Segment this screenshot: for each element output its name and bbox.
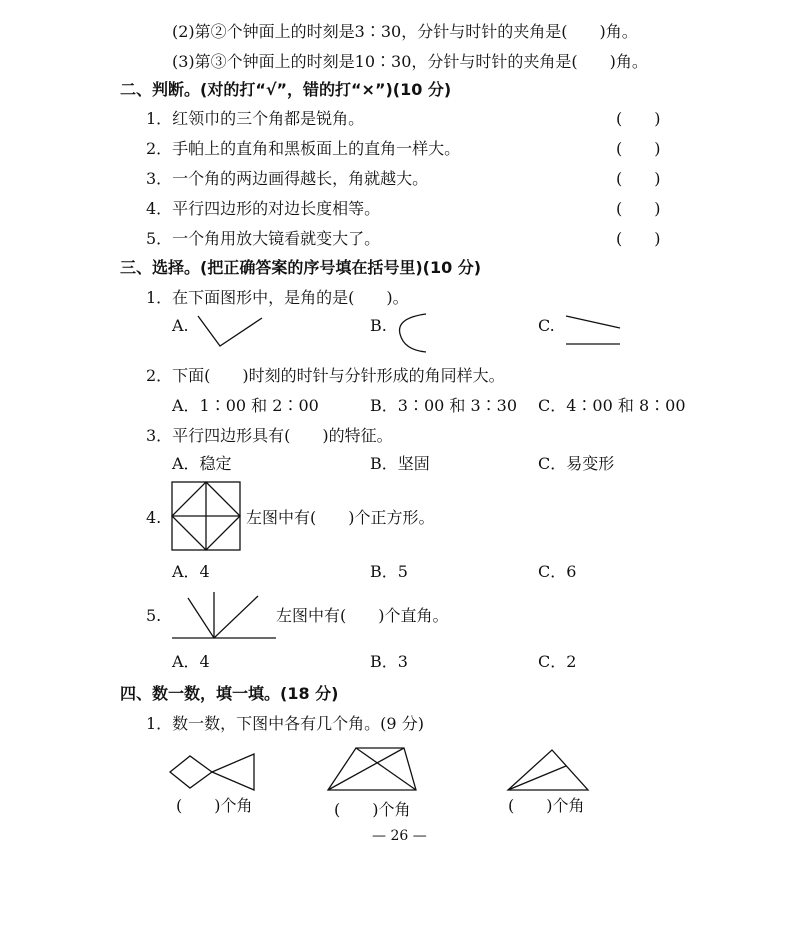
question-number: 4. [146, 508, 162, 527]
option-text: B．坚固 [370, 454, 430, 473]
option-text: C．易变形 [538, 454, 615, 473]
question-text: 1．在下面图形中，是角的是( )。 [146, 288, 409, 307]
question-text: (2)第②个钟面上的时刻是3∶30，分针与时针的夹角是( )角。 [172, 22, 638, 41]
question-text: 3．一个角的两边画得越长，角就越大。 [146, 169, 429, 188]
option-a-angle-figure [196, 312, 266, 352]
question-text: 2．手帕上的直角和黑板面上的直角一样大。 [146, 139, 461, 158]
answer-blank: ( ) [616, 139, 661, 158]
question-text: 3．平行四边形具有( )的特征。 [146, 426, 393, 445]
answer-blank: ( )个角 [334, 800, 411, 819]
question-text: 4．平行四边形的对边长度相等。 [146, 199, 381, 218]
option-text: A．4 [172, 652, 210, 671]
question-text: 2．下面( )时刻的时针与分针形成的角同样大。 [146, 366, 505, 385]
fish-shape-figure [168, 752, 258, 792]
trapezoid-diagonals-figure [326, 746, 418, 794]
option-b-arc-figure [394, 312, 434, 354]
option-text: A．1∶00 和 2∶00 [172, 396, 319, 415]
right-angle-rays-figure [170, 590, 278, 642]
answer-blank: ( )个角 [176, 796, 253, 815]
option-text: A．稳定 [172, 454, 232, 473]
option-label: C. [538, 316, 555, 335]
option-label: A. [172, 316, 189, 335]
section-heading: 二、判断。(对的打“√”，错的打“×”)(10 分) [120, 80, 452, 99]
option-c-lines-figure [562, 312, 624, 348]
answer-blank: ( ) [616, 169, 661, 188]
option-text: B．5 [370, 562, 408, 581]
question-text: 左图中有( )个正方形。 [246, 508, 435, 527]
answer-blank: ( ) [616, 109, 661, 128]
triangle-split-figure [506, 748, 590, 792]
option-text: B．3 [370, 652, 408, 671]
option-text: C．4∶00 和 8∶00 [538, 396, 686, 415]
question-text: (3)第③个钟面上的时刻是10∶30，分针与时针的夹角是( )角。 [172, 52, 648, 71]
square-diamond-figure [171, 481, 243, 551]
question-text: 1．红领巾的三个角都是锐角。 [146, 109, 365, 128]
section-heading: 三、选择。(把正确答案的序号填在括号里)(10 分) [120, 258, 482, 277]
option-text: A．4 [172, 562, 210, 581]
question-text: 5．一个角用放大镜看就变大了。 [146, 229, 381, 248]
option-text: C．2 [538, 652, 577, 671]
question-text: 左图中有( )个直角。 [276, 606, 449, 625]
question-number: 5. [146, 606, 162, 625]
question-text: 1．数一数，下图中各有几个角。(9 分) [146, 714, 424, 733]
answer-blank: ( ) [616, 229, 661, 248]
section-heading: 四、数一数，填一填。(18 分) [120, 684, 339, 703]
option-label: B. [370, 316, 387, 335]
page-number: — 26 — [372, 828, 427, 844]
option-text: C．6 [538, 562, 577, 581]
answer-blank: ( ) [616, 199, 661, 218]
answer-blank: ( )个角 [508, 796, 585, 815]
option-text: B．3∶00 和 3∶30 [370, 396, 518, 415]
